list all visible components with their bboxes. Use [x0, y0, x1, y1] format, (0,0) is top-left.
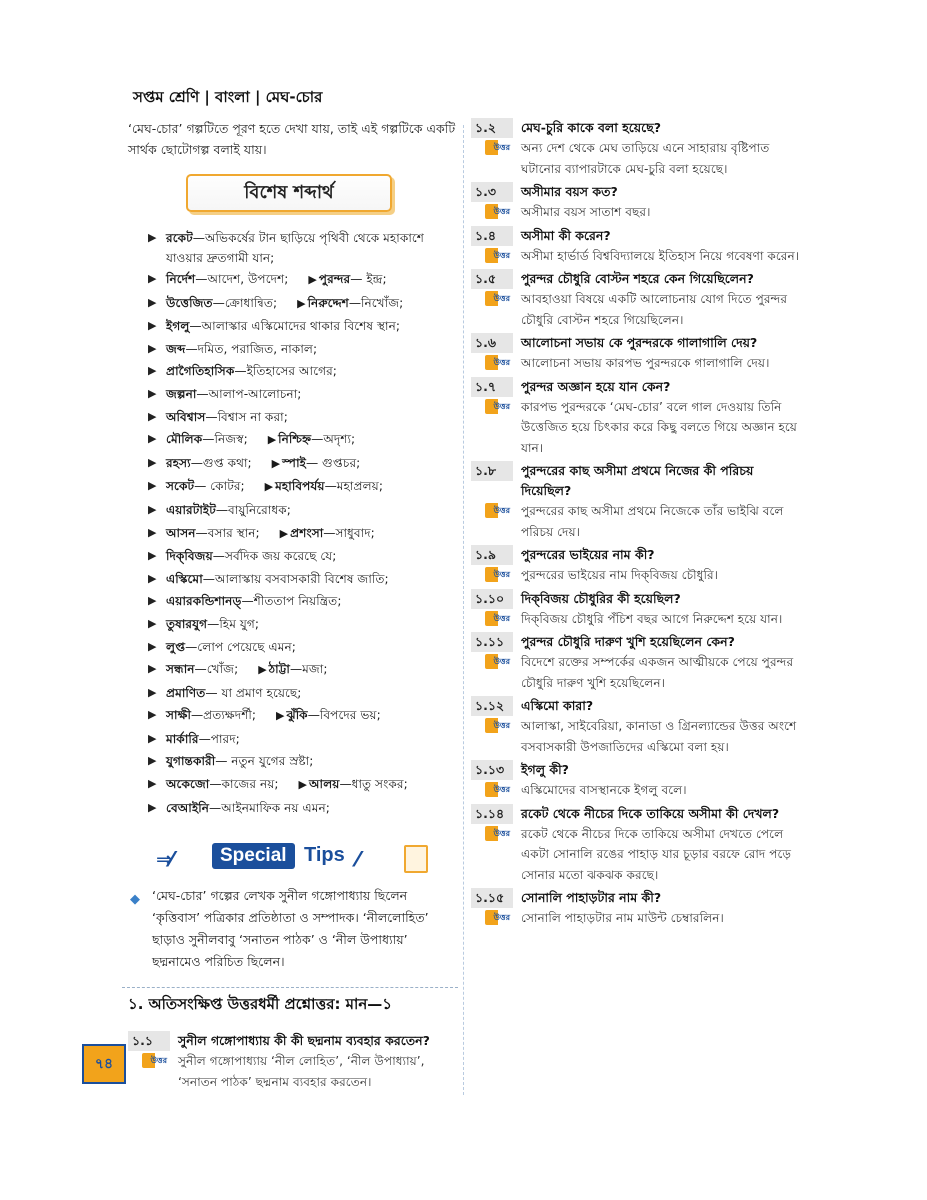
vocab-term: নিরুদ্দেশ — [307, 295, 349, 310]
vocab-term: নির্দেশ — [166, 272, 196, 286]
vocab-term: মৌলিক — [166, 432, 203, 447]
vocab-item — [148, 383, 458, 406]
vocab-term: আসন — [166, 525, 196, 540]
vocab-term: এয়ারটাইট — [166, 502, 216, 517]
vocab-term: নিশ্চিহ্ন — [278, 432, 312, 447]
vocab-term: সাক্ষী — [166, 708, 191, 723]
answer — [471, 246, 806, 267]
question-text: দিক্‌বিজয় চৌধুরির কী হয়েছিল? — [521, 590, 681, 606]
vocab-item — [148, 797, 458, 820]
question-number: ১.৮ — [471, 461, 513, 481]
page-number: ৭৪ — [82, 1044, 126, 1084]
question-text: পুরন্দরের ভাইয়ের নাম কী? — [521, 547, 655, 562]
tips-paragraph — [128, 885, 458, 973]
vocab-meaning: —মহাপ্রলয়; — [324, 479, 383, 494]
vocab-meaning: —বিশ্বাস না করা; — [205, 409, 288, 424]
vocab-meaning: —নিজস্ব; — [202, 432, 248, 447]
column-divider — [463, 125, 464, 1095]
question-text: পুরন্দর চৌধুরি বোস্টন শহরে কেন গিয়েছিলেন? — [521, 271, 754, 286]
vocab-meaning: —অভিকর্ষের টান ছাড়িয়ে পৃথিবী থেকে মহাকাশে যাওয়ার দ্রুতগামী যান; — [166, 231, 424, 265]
vocab-term: এয়ারকন্ডিশানড্ — [166, 594, 242, 609]
answer-text: বিদেশে রক্তের সম্পর্কের একজন আত্মীয়কে পেয়ে পুরন্দর চৌধুরি দারুণ খুশি হয়েছিলেন। — [521, 655, 794, 690]
question — [471, 696, 806, 716]
left-qa-list — [128, 1031, 458, 1092]
answer — [471, 501, 806, 542]
vocab-item — [148, 522, 458, 546]
vocab-term: লুপ্ত — [166, 639, 186, 654]
vocab-item — [148, 452, 458, 476]
vocab-item — [148, 360, 458, 383]
right-qa-list — [471, 118, 806, 929]
answer-text: পুরন্দরের ভাইয়ের নাম দিক্‌বিজয় চৌধুরি। — [521, 568, 719, 582]
vocab-item — [148, 406, 458, 429]
question — [471, 226, 806, 246]
vocab-meaning: —দমিত, পরাজিত, নাকাল; — [185, 341, 318, 356]
question-text: পুরন্দর চৌধুরি দারুণ খুশি হয়েছিলেন কেন? — [521, 634, 735, 649]
vocab-item — [148, 728, 458, 751]
question-number: ১.২ — [471, 118, 513, 138]
vocab-meaning: — কোটর; — [194, 479, 245, 494]
left-column — [128, 118, 458, 1094]
answer-text: পুরন্দরের কাছ অসীমা প্রথমে নিজেকে তাঁর ভাইঝি বলে পরিচয় দেয়। — [521, 504, 784, 539]
vocab-item — [148, 773, 458, 797]
vocab-meaning: —খোঁজ; — [194, 662, 239, 677]
vocab-term: জব্দ — [166, 341, 186, 356]
triangle-bullet-icon: ▶ — [297, 296, 306, 310]
vocab-item — [148, 292, 458, 316]
qa-item — [471, 545, 806, 586]
question-text: অসীমার বয়স কত? — [521, 184, 618, 199]
vocab-meaning: —লোপ পেয়েছে এমন; — [185, 639, 296, 654]
tips-label-tips: Tips — [304, 844, 345, 867]
answer — [471, 609, 806, 630]
answer-text: কারপভ পুরন্দরকে ‘মেঘ-চোর’ বলে গাল দেওয়ায় তিনি উত্তেজিত হয়ে চিৎকার করে কিছু বলতে গিয়ে অজ্ঞান হয়ে যান। — [521, 399, 797, 455]
triangle-bullet-icon: ▶ — [279, 526, 289, 540]
question-text: সোনালি পাহাড়টার নাম কী? — [521, 890, 662, 905]
vocab-item — [148, 338, 458, 361]
answer-badge-icon: উত্তর — [485, 782, 511, 797]
answer-badge-icon: উত্তর — [485, 248, 511, 263]
answer — [471, 397, 806, 459]
qa-item — [471, 461, 806, 542]
vocab-heading: বিশেষ শব্দার্থ — [186, 174, 392, 212]
vocab-meaning: — নতুন যুগের স্রষ্টা; — [215, 754, 314, 769]
vocab-term: তুষারযুগ — [166, 616, 208, 631]
page-header: সপ্তম শ্রেণি | বাংলা | মেঘ-চোর — [133, 88, 323, 106]
qa-item — [471, 760, 806, 801]
triangle-bullet-icon: ▶ — [276, 709, 285, 723]
qa-item — [128, 1031, 458, 1092]
answer-text: অসীমা হার্ভার্ড বিশ্ববিদ্যালয়ে ইতিহাস নিয়ে গবেষণা করেন। — [521, 248, 800, 263]
question — [471, 632, 806, 652]
answer — [471, 780, 806, 801]
question-text: অসীমা কী করেন? — [521, 227, 611, 243]
qa-item — [471, 269, 806, 330]
vocab-meaning: — গুপ্তচর; — [305, 455, 361, 470]
vocab-term: প্রমাণিত — [166, 685, 206, 700]
question — [471, 888, 806, 908]
vocab-term: প্রাগৈতিহাসিক — [166, 364, 235, 379]
qa-item — [471, 589, 806, 630]
answer-badge-icon: উত্তর — [485, 204, 511, 219]
qa-item — [471, 804, 806, 886]
vocab-item — [148, 704, 458, 728]
diamond-bullet-icon: ◆ — [130, 892, 140, 908]
qa-item — [471, 333, 806, 374]
answer-text: এস্কিমোদের বাসস্থানকে ইগলু বলে। — [521, 783, 687, 797]
special-tips-banner — [156, 841, 458, 875]
question-number: ১.৬ — [471, 333, 513, 353]
triangle-bullet-icon: ▶ — [267, 433, 277, 447]
vocab-term: এস্কিমো — [166, 571, 203, 586]
vocab-meaning: —ধাতু সংকর; — [339, 777, 408, 792]
triangle-bullet-icon: ▶ — [271, 456, 281, 470]
answer-badge-icon: উত্তর — [485, 355, 511, 370]
answer-text: আলোচনা সভায় কারপভ পুরন্দরকে গালাগালি দেয়। — [521, 356, 770, 370]
vocab-item — [148, 658, 458, 682]
vocab-term: বেআইনি — [166, 800, 210, 815]
question-number: ১.১১ — [471, 632, 513, 652]
vocab-list — [128, 228, 458, 819]
question-number: ১.১৩ — [471, 760, 513, 780]
answer-badge-icon: উত্তর — [485, 140, 511, 155]
right-column — [471, 118, 806, 932]
vocab-meaning: —নিখোঁজ; — [348, 295, 404, 310]
vocab-term: অবিশ্বাস — [166, 409, 206, 424]
vocab-meaning: —পারদ; — [198, 731, 240, 746]
notebook-icon — [404, 845, 428, 873]
vocab-item — [148, 682, 458, 705]
vocab-term: উত্তেজিত — [166, 295, 213, 310]
question-number: ১.৯ — [471, 545, 513, 565]
question-text: ইগলু কী? — [521, 762, 569, 777]
question — [471, 118, 806, 138]
vocab-meaning: —ক্রোধান্বিত; — [212, 295, 278, 310]
vocab-meaning: —আলাস্কায় বসবাসকারী বিশেষ জাতি; — [202, 571, 389, 586]
vocab-term: মার্কারি — [166, 731, 199, 746]
vocab-term: সন্ধান — [166, 662, 195, 677]
qa-item — [471, 226, 806, 267]
vocab-term: সকেট — [166, 479, 195, 494]
question-number: ১.১৫ — [471, 888, 513, 908]
vocab-term: জল্পনা — [166, 386, 197, 401]
answer — [471, 908, 806, 929]
vocab-meaning: —অদৃশ্য; — [311, 432, 356, 447]
tips-label-special: Special — [212, 843, 295, 869]
vocab-meaning: —হিম যুগ; — [207, 616, 259, 631]
question — [471, 589, 806, 609]
answer-badge-icon: উত্তর — [485, 654, 511, 669]
vocab-term: পুরন্দর — [318, 272, 351, 286]
vocab-meaning: —গুপ্ত কথা; — [190, 455, 252, 470]
question — [471, 461, 806, 501]
vocab-item — [148, 590, 458, 613]
vocab-item — [148, 428, 458, 452]
answer-badge-icon: উত্তর — [485, 718, 511, 733]
vocab-meaning: —আলাপ-আলোচনা; — [196, 386, 302, 401]
question-number: ১.৭ — [471, 377, 513, 397]
question-number: ১.১ — [128, 1031, 170, 1051]
slash-lines-icon: ⁄⁄ — [356, 847, 357, 872]
answer-text: আলাস্কা, সাইবেরিয়া, কানাডা ও গ্রিনল্যান্ডের উত্তর অংশে বসবাসকারী উপজাতিদের এস্কিমো বলা হয়। — [521, 719, 797, 754]
section-title: ১. অতিসংক্ষিপ্ত উত্তরধর্মী প্রশ্নোত্তর: মান—১ — [122, 987, 458, 1023]
question — [128, 1031, 458, 1051]
vocab-term: অকেজো — [166, 777, 210, 792]
vocab-meaning: — ইন্দ্র; — [350, 272, 387, 286]
vocab-meaning: —সর্বদিক জয় করেছে যে; — [212, 549, 337, 564]
vocab-meaning: —শীততাপ নিয়ন্ত্রিত; — [241, 594, 342, 609]
vocab-term: ঠাট্টা — [268, 662, 290, 677]
question-text: পুরন্দরের কাছ অসীমা প্রথমে নিজের কী পরিচয় দিয়েছিল? — [521, 463, 754, 498]
vocab-meaning: —আদেশ, উপদেশ; — [195, 272, 289, 286]
question-text: আলোচনা সভায় কে পুরন্দরকে গালাগালি দেয়? — [521, 335, 758, 350]
qa-item — [471, 696, 806, 757]
answer-text: সুনীল গঙ্গোপাধ্যায় ‘নীল লোহিত’, ‘নীল উপাধ্যায়’, ‘সনাতন পাঠক’ ছদ্মনাম ব্যবহার করতেন। — [178, 1054, 425, 1089]
vocab-meaning: —সাধুবাদ; — [323, 525, 375, 540]
answer — [471, 289, 806, 330]
answer-badge-icon: উত্তর — [485, 291, 511, 306]
vocab-term: রকেট — [166, 231, 193, 245]
answer-badge-icon: উত্তর — [485, 910, 511, 925]
vocab-term: ঝুঁকি — [286, 708, 308, 723]
vocab-item — [148, 475, 458, 499]
question — [471, 182, 806, 202]
question — [471, 760, 806, 780]
vocab-meaning: —বসার স্থান; — [195, 525, 260, 540]
question-text: এস্কিমো কারা? — [521, 698, 594, 713]
answer — [471, 565, 806, 586]
answer — [471, 353, 806, 374]
vocab-meaning: —মজা; — [289, 662, 328, 677]
vocab-item — [148, 613, 458, 636]
qa-item — [471, 118, 806, 179]
qa-item — [471, 182, 806, 223]
answer — [471, 716, 806, 757]
answer-badge-icon: উত্তর — [485, 611, 511, 626]
vocab-meaning: —প্রত্যক্ষদর্শী; — [190, 708, 256, 723]
vocab-meaning: —আলাস্কার এস্কিমোদের থাকার বিশেষ স্থান; — [189, 319, 400, 334]
vocab-term: ইগলু — [166, 319, 190, 334]
vocab-item — [148, 228, 458, 268]
question-text: সুনীল গঙ্গোপাধ্যায় কী কী ছদ্মনাম ব্যবহার করতেন? — [178, 1033, 430, 1049]
vocab-item — [148, 636, 458, 659]
qa-item — [471, 377, 806, 459]
answer — [471, 652, 806, 693]
triangle-bullet-icon: ▶ — [264, 480, 274, 494]
vocab-meaning: —বিপদের ভয়; — [307, 708, 381, 723]
answer-badge-icon: উত্তর — [485, 399, 511, 414]
question-number: ১.৪ — [471, 226, 513, 246]
arrow-lines-icon: ⇒⁄⁄ — [156, 847, 171, 872]
question — [471, 269, 806, 289]
question-number: ১.৫ — [471, 269, 513, 289]
triangle-bullet-icon: ▶ — [298, 778, 307, 792]
vocab-item — [148, 499, 458, 522]
question-text: পুরন্দর অজ্ঞান হয়ে যান কেন? — [521, 378, 671, 394]
question — [471, 545, 806, 565]
question-text: মেঘ-চুরি কাকে বলা হয়েছে? — [521, 120, 662, 135]
answer — [128, 1051, 458, 1092]
vocab-term: আলয় — [308, 777, 340, 792]
question-number: ১.১০ — [471, 589, 513, 609]
tips-text: ‘মেঘ-চোর’ গল্পের লেখক সুনীল গঙ্গোপাধ্যায় ছিলেন ‘কৃত্তিবাস’ পত্রিকার প্রতিষ্ঠাতা ও সম্পাদক। ‘নীললোহিত’ ছাড়াও সুনীলবাবু ‘সনাতন পাঠক’ ও ‘নীল উপাধ্যায়’ ছদ্মনামেও পরিচিত ছিলেন। — [152, 888, 429, 970]
answer-text: অসীমার বয়স সাতাশ বছর। — [521, 205, 651, 219]
question — [471, 804, 806, 824]
vocab-meaning: —আইনমাফিক নয় এমন; — [209, 800, 330, 815]
vocab-item — [148, 268, 458, 292]
vocab-meaning: —কাজের নয়; — [209, 777, 279, 792]
triangle-bullet-icon: ▶ — [258, 663, 267, 677]
answer-badge-icon: উত্তর — [142, 1053, 168, 1068]
vocab-item — [148, 315, 458, 338]
answer-badge-icon: উত্তর — [485, 826, 511, 841]
vocab-item — [148, 750, 458, 773]
answer — [471, 202, 806, 223]
intro-paragraph: ‘মেঘ-চোর’ গল্পটিতে পূরণ হতে দেখা যায়, তাই এই গল্পটিকে একটি সার্থক ছোটোগল্প বলাই যায়। — [128, 121, 456, 157]
vocab-term: দিক্‌বিজয় — [166, 549, 213, 564]
vocab-meaning: —ইতিহাসের আগের; — [234, 364, 337, 379]
vocab-meaning: —বায়ুনিরোধক; — [215, 502, 291, 517]
answer — [471, 138, 806, 179]
answer-text: রকেট থেকে নীচের দিকে তাকিয়ে অসীমা দেখতে পেলে একটা সোনালি রঙের পাহাড় যার চূড়ার বরফে রোদ পড়ে সোনার মতো ঝকঝক করছে। — [521, 826, 792, 882]
answer-badge-icon: উত্তর — [485, 503, 511, 518]
vocab-term: যুগান্তকারী — [166, 754, 216, 769]
answer-text: অন্য দেশ থেকে মেঘ তাড়িয়ে এনে সাহারায় বৃষ্টিপাত ঘটানোর ব্যাপারটাকে মেঘ-চুরি বলা হয়েছে। — [521, 141, 770, 176]
vocab-term: রহস্য — [166, 455, 191, 470]
answer-text: দিক্‌বিজয় চৌধুরি পঁচিশ বছর আগে নিরুদ্দেশ হয়ে যান। — [521, 611, 783, 626]
question-number: ১.১২ — [471, 696, 513, 716]
question-number: ১.১৪ — [471, 804, 513, 824]
qa-item — [471, 888, 806, 929]
vocab-item — [148, 568, 458, 591]
triangle-bullet-icon: ▶ — [308, 273, 317, 286]
answer — [471, 824, 806, 886]
vocab-term: মহাবিপর্যয় — [275, 479, 325, 494]
question — [471, 333, 806, 353]
vocab-term: স্পাই — [282, 455, 306, 470]
question-text: রকেট থেকে নীচের দিকে তাকিয়ে অসীমা কী দেখল? — [521, 805, 780, 821]
question-number: ১.৩ — [471, 182, 513, 202]
question — [471, 377, 806, 397]
vocab-term: প্রশংসা — [290, 525, 324, 540]
vocab-item — [148, 545, 458, 568]
answer-text: আবহাওয়া বিষয়ে একটি আলোচনায় যোগ দিতে পুরন্দর চৌধুরি বোস্টন শহরে গিয়েছিলেন। — [521, 292, 788, 327]
answer-badge-icon: উত্তর — [485, 567, 511, 582]
answer-text: সোনালি পাহাড়টার নাম মাউন্ট চেম্বারলিন। — [521, 911, 724, 925]
vocab-meaning: — যা প্রমাণ হয়েছে; — [205, 685, 302, 700]
qa-item — [471, 632, 806, 693]
